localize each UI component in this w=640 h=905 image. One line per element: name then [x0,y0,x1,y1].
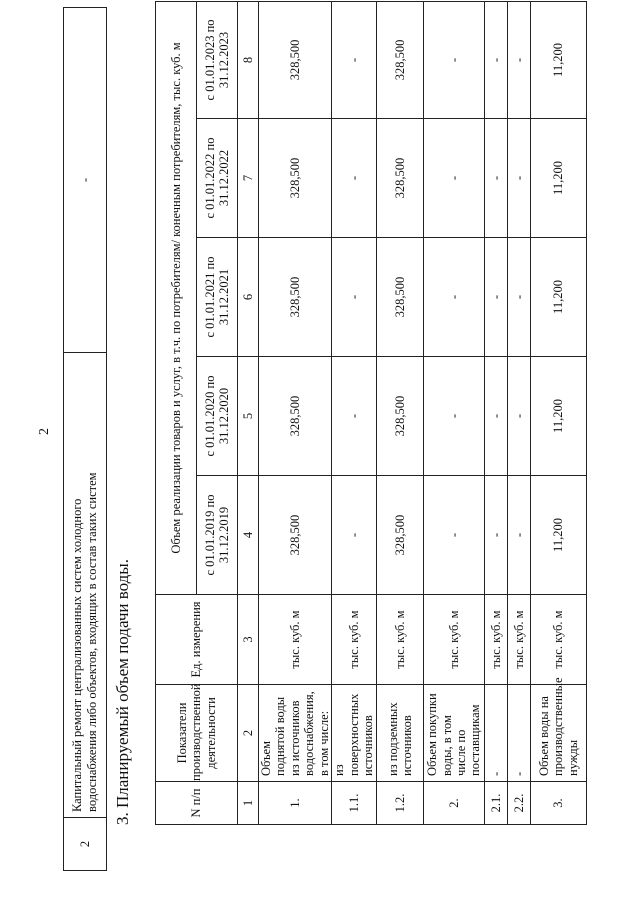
row-value: - [508,476,531,595]
row-value: 328,500 [377,119,424,238]
row-value: 328,500 [377,1,424,118]
row-value: 11,200 [531,357,587,476]
row-description [64,353,107,818]
row-value: - [508,238,531,357]
row-value: - [485,1,508,118]
row-num: 2. [424,782,485,825]
row-value: - [485,119,508,238]
row-number: 2 [64,818,107,871]
row-value: - [508,119,531,238]
row-value: - [508,1,531,118]
row-description-line-2: водоснабжения либо объектов, входящих в состав таких систем [85,472,99,812]
table-row [64,8,107,871]
column-number: 2 [238,685,259,782]
row-unit: тыс. куб. м [332,595,377,685]
header-period: с 01.01.2019 по 31.12.2019 [197,476,238,595]
table-row [485,1,508,824]
row-value: - [332,119,377,238]
row-name: - [508,685,531,782]
row-value: 328,500 [377,476,424,595]
row-num: 1.2. [377,782,424,825]
column-number: 3 [238,595,259,685]
row-num: 1.1. [332,782,377,825]
row-value: - [424,1,485,118]
row-value: - [64,8,107,353]
row-num: 2.2. [508,782,531,825]
row-num: 1. [259,782,332,825]
row-name: из поверхностных источников [332,685,377,782]
row-value: - [424,238,485,357]
column-numbers-row [238,1,259,824]
capital-repair-table [63,7,107,871]
table-row [377,1,424,824]
row-value: - [485,357,508,476]
table-row [332,1,377,824]
row-value: 328,500 [377,238,424,357]
header-volume: Объем реализации товаров и услуг, в т.ч. по потребителям/ конечным потребителям, тыс. куб. м [156,1,197,594]
page-number: 2 [37,428,52,435]
row-name: - [485,685,508,782]
row-value: 11,200 [531,119,587,238]
row-name: Объем воды на производственные нужды [531,685,587,782]
table-row [259,1,332,824]
row-num: 3. [531,782,587,825]
table-row [508,1,531,824]
header-period: с 01.01.2023 по 31.12.2023 [197,1,238,118]
row-num: 2.1. [485,782,508,825]
row-value: 328,500 [259,476,332,595]
row-value: 11,200 [531,476,587,595]
row-unit: тыс. куб. м [508,595,531,685]
row-value: - [332,1,377,118]
row-value: 11,200 [531,238,587,357]
section-heading: 3. Планируемый объем подачи воды. [113,559,132,825]
row-description-line-1: Капитальный ремонт централизованных систем холодного [70,498,84,812]
row-value: 328,500 [259,1,332,118]
row-unit: тыс. куб. м [531,595,587,685]
row-value: 11,200 [531,1,587,118]
row-value: - [485,238,508,357]
row-value: - [424,476,485,595]
header-period: с 01.01.2020 по 31.12.2020 [197,357,238,476]
row-value: - [332,238,377,357]
column-number: 8 [238,1,259,118]
row-value: - [508,357,531,476]
header-period: с 01.01.2022 по 31.12.2022 [197,119,238,238]
water-supply-table [155,1,587,825]
row-value: 328,500 [259,119,332,238]
row-value: 328,500 [377,357,424,476]
header-indicator: Показатели производственной деятельности [156,685,238,782]
row-unit: тыс. куб. м [424,595,485,685]
column-number: 6 [238,238,259,357]
row-name: из подземных источников [377,685,424,782]
table-row [424,1,485,824]
header-num: N п/п [156,782,238,825]
header-period: с 01.01.2021 по 31.12.2021 [197,238,238,357]
row-name: Объем покупки воды, в том числе по поставщикам [424,685,485,782]
column-number: 4 [238,476,259,595]
table-row [531,1,587,824]
row-value: 328,500 [259,357,332,476]
row-name: Объем поднятой воды из источников водоснабжения, в том числе: [259,685,332,782]
row-unit: тыс. куб. м [485,595,508,685]
column-number: 5 [238,357,259,476]
header-unit: Ед. измерения [156,595,238,685]
row-unit: тыс. куб. м [259,595,332,685]
column-number: 1 [238,782,259,825]
row-value: - [332,476,377,595]
header-row [156,1,197,824]
row-value: - [332,357,377,476]
column-number: 7 [238,119,259,238]
row-value: - [485,476,508,595]
row-unit: тыс. куб. м [377,595,424,685]
row-value: - [424,357,485,476]
row-value: 328,500 [259,238,332,357]
row-value: - [424,119,485,238]
